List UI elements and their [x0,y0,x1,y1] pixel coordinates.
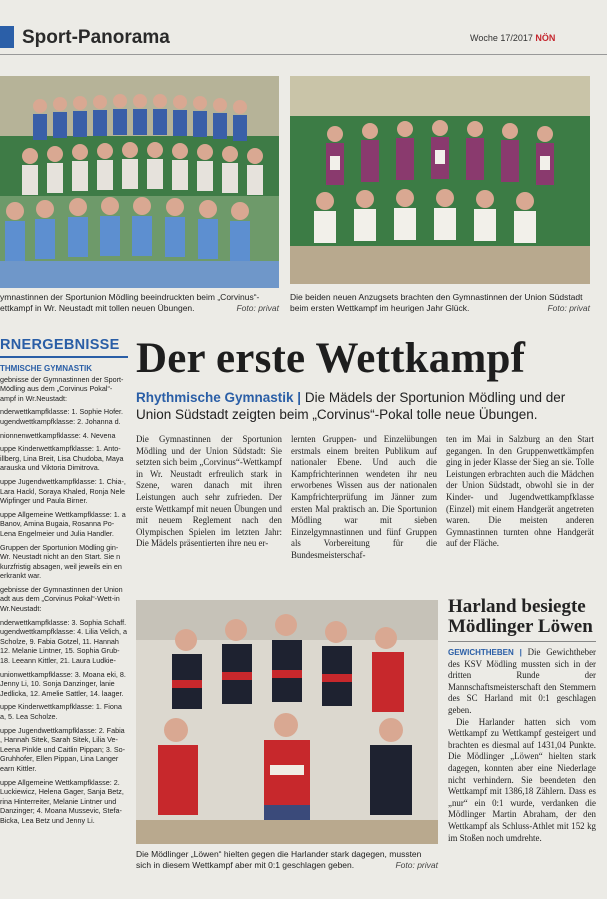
photo-credit-right: Foto: privat [547,303,590,313]
photo-gymnasts-suedstadt [290,76,590,284]
issue-info [470,33,555,43]
photo-weightlifters [136,600,438,844]
photo-caption-right-text: Die beiden neuen Anzugsets brachten den Gymnastinnen der Union Südstadt beim ersten Wettkampf im heurigen Jahr Glück. [290,292,583,313]
issue-week: Woche 17/2017 [470,33,533,43]
article-kicker: Rhythmische Gymnastik | [136,390,302,405]
side-divider [448,641,596,642]
article-column-1: Die Gymnastinnen der Sportunion Mödling und der Union Südstadt: Sie setzten sich beim „Corvinus“-Wettkampf in Wr. Neustadt erfreulich stark in Szene, waren danach mit ihren Leistungen auch sehr zufrieden. Der erste Wettkampf mit neuen Übungen und mit neuem Reglement nach den Olympischen Spielen im letzten Jahr: Die Mädels präsentierten ihre neu er- [136,434,282,549]
results-block: uppe Kinderwettkampfklasse: 1. Fiona a, 5. Lea Scholze. [0,702,122,721]
results-block: uppe Kinderwettkampfklasse: 1. Anto-illberg, Lina Breit, Lisa Chudoba, Maya arauska und Viktoria Dimitrova. [0,444,124,473]
results-block: unionwettkampfklasse: 3. Moana eki, 8. Jenny Li, 10. Sonja Danzinger, lanie Jedlicka, 12. Amelie Sattler, 14. laager. [0,669,126,698]
results-block: Gruppen der Sportunion Mödling gin-Wr. Neustadt nicht an den Start. Sie n kurzfristig absagen, weil jeweils ein en erkrankt war. [0,542,122,581]
section-marker [0,26,14,48]
results-subheading: THMISCHE GYMNASTIK [0,364,92,373]
results-block: gebnisse der Gymnastinnen der Sport-Mödling aus dem „Corvinus Pokal“-ampf in Wr.Neustadt: [0,374,124,403]
photo-credit-left: Foto: privat [236,303,279,313]
side-article-body [448,647,596,844]
photo-caption-right [290,292,590,314]
side-headline: Harland besiegte Mödlinger Löwen [448,596,593,637]
results-block: gebnisse der Gymnastinnen der Union adt aus dem „Corvinus Pokal“-Wett-in Wr.Neustadt: [0,584,123,614]
photo-caption-bottom [136,849,438,871]
results-block: uppe Allgemeine Wettkampfklasse: 1. a Banov, Amina Bugaia, Rosanna Po-Lena Engelmeier und Julia Handler. [0,509,126,538]
photo-gymnasts-moedling [0,76,279,288]
side-paragraph-1-text: Die Gewichtheber des KSV Mödling mussten sich in der dritten Runde der Mannschaftsmeisterschaft den Stemmern des SC Harland mit 0:1 geschlagen geben. [448,647,596,715]
photo-gymnasts-suedstadt-image [290,76,590,284]
article-column-2: lernten Gruppen- und Einzelübungen erstmals einem breiten Publikum auf nationaler Ebene. Und auch die Kampfrichterinnen wendeten ihr neu erworbenes Wissen aus der nationalen Kampfrichterprüfung im Jänner zum ersten Mal praktisch an. Die Sportunion Mödling war mit sieben Einzelgymnastinnen und fünf Gruppen als Vorbereitung für die Bundesmeisterschaf- [291,434,437,560]
photo-caption-bottom-text: Die Mödlinger „Löwen“ hielten gegen die Harlander stark dagegen, mussten sich in diesem Wettkampf aber mit 0:1 geschlagen geben. [136,849,422,870]
paper-name: NÖN [535,33,556,43]
photo-caption-left [0,292,279,314]
results-block: uppe Jugendwettkampfklasse: 1. Chia-, Lara Hackl, Soraya Khaled, Ronja Nele Wipfinger und Paula Birner. [0,476,126,506]
results-divider [0,356,128,358]
side-paragraph-2: Die Harlander hatten sich vom Wettkampf zu Wettkampf gesteigert und brachten es diesmal auf 1431,04 Punkte. Die Mödlinger „Löwen“ hielten stark dagegen, konnten aber eine Niederlage nicht verhindern. Sie beendeten den Wettkampf mit 1386,18 Zählern. Dass es „nur“ ein 0:1 wurde, verdanken die Mödlinger Martin Abraham, der den Wettkampf als Schluss-Athlet mit 152 kg im Stoßen noch umdrehte. [448,716,596,843]
photo-credit-bottom: Foto: privat [395,860,438,870]
photo-gymnasts-moedling-image [0,76,279,288]
photo-caption-left-text: ymnastinnen der Sportunion Mödling beeindruckten beim „Corvinus“-ettkampf in Wr. Neustadt mit tollen neuen Übungen. [0,292,260,313]
results-column [0,364,128,830]
photo-weightlifters-image [136,600,438,844]
section-title: Sport-Panorama [22,27,170,48]
results-block: uppe Jugendwettkampfklasse: 2. Fabia , Hannah Sitek, Sarah Sitek, Lilia Ve-Leena Pinkle und Caitlin Pippan; 3. So-Gruhhofer, Ellen Pippan, Lina Langer earn Kittler. [0,725,126,773]
results-heading: RNERGEBNISSE [0,337,120,353]
results-block: nderwettkampfklasse: 1. Sophie Hofer. ugendwettkampfklasse: 2. Johanna d. [0,407,124,426]
article-dek [136,389,596,423]
article-column-3: ten im Mai in Salzburg an den Start gegangen. In den Gruppenwettkämpfen ging in jeder Klasse der Sieg an sie. Tolle Leistungen erbrachten auch die Mädchen der Union Südstadt, obwohl sie in der Kinder- und Jugendwettkampfklasse (Einzel) mit einem Handgerät angetreten waren. Die meisten anderen Gymnastinnen turnten ohne Handgerät auf der Fläche. [446,434,594,549]
header-divider [0,54,607,55]
results-block: nionnenwettkampfklasse: 4. Nevena [0,430,116,440]
side-paragraph-1 [448,647,596,717]
article-dek-text: Die Mädels der Sportunion Mödling und der Union Südstadt zeigten beim „Corvinus“-Pokal tolle neue Übungen. [136,390,566,422]
results-block: nderwettkampfklasse: 3. Sophia Schaff. ugendwettkampfklasse: 4. Lilia Velich, a Scholze, 9. Fabia Gotzel, 11. Hannah 12. Melanie Lintner, 15. Sophia Grub-18. Leeann Kittler, 21. Laura Ludkie- [0,617,128,666]
article-headline: Der erste Wettkampf [136,335,526,382]
results-block: uppe Allgemeine Wettkampfklasse: 2. Luckiewicz, Helena Gager, Sanja Betz, rina Hinterreiter, Melanie Lintner und Danzinger; 4. Moana Mussevic, Stefa-Bicka, Lea Betz und Jenny Li. [0,777,124,825]
side-kicker: GEWICHTHEBEN | [448,648,522,657]
